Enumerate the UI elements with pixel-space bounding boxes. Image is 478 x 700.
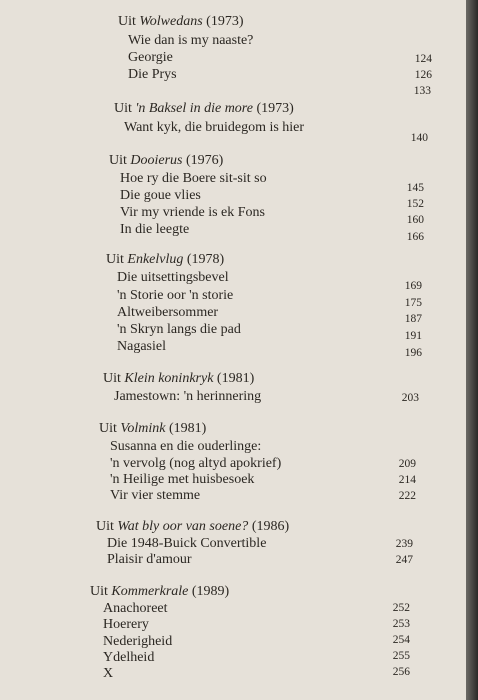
- toc-entry: Wie dan is my naaste?: [128, 33, 254, 48]
- toc-entry: Susanna en die ouderlinge:: [110, 439, 262, 454]
- section-heading: Uit Enkelvlug (1978): [106, 252, 225, 267]
- section-heading: Uit Wolwedans (1973): [118, 14, 244, 29]
- page-number: 187: [404, 313, 422, 325]
- page-number: 145: [406, 182, 424, 194]
- page-number: 196: [404, 347, 422, 359]
- toc-entry: Altweibersommer: [117, 305, 219, 320]
- page-number: 254: [392, 634, 410, 646]
- toc-entry: Want kyk, die bruidegom is hier: [124, 120, 305, 135]
- page-number: 191: [404, 330, 422, 342]
- toc-entry: Ydelheid: [103, 650, 155, 665]
- toc-entry: Georgie: [128, 50, 173, 65]
- page-number: 169: [404, 280, 422, 292]
- toc-entry: Jamestown: 'n herinnering: [114, 389, 262, 404]
- toc-entry: Die 1948-Buick Convertible: [107, 536, 267, 551]
- page-number: 175: [404, 297, 422, 309]
- page-edge-shadow: [466, 0, 478, 700]
- toc-entry: Vir my vriende is ek Fons: [120, 205, 265, 220]
- page-number: 152: [406, 198, 424, 210]
- section-heading: Uit 'n Baksel in die more (1973): [114, 101, 294, 116]
- page-number: 209: [398, 458, 416, 470]
- toc-entry: Hoe ry die Boere sit-sit so: [120, 171, 267, 186]
- section-heading: Uit Wat bly oor van soene? (1986): [96, 519, 290, 534]
- page-number: 126: [414, 69, 432, 81]
- page-number: 214: [398, 474, 416, 486]
- toc-entry: 'n Storie oor 'n storie: [117, 288, 234, 303]
- page-number: 255: [392, 650, 410, 662]
- section-heading: Uit Dooierus (1976): [109, 153, 224, 168]
- toc-entry: Vir vier stemme: [110, 488, 201, 503]
- page-number: 253: [392, 618, 410, 630]
- page-number: 239: [395, 538, 413, 550]
- toc-entry: 'n Heilige met huisbesoek: [110, 472, 255, 487]
- section-heading: Uit Volmink (1981): [99, 421, 207, 436]
- page-number: 124: [414, 53, 432, 65]
- page-number: 222: [398, 490, 416, 502]
- toc-entry: Nagasiel: [117, 339, 166, 354]
- toc-entry: Hoerery: [103, 617, 149, 632]
- page-number: 203: [401, 392, 419, 404]
- page-number: 160: [406, 214, 424, 226]
- page-number: 256: [392, 666, 410, 678]
- page-number: 140: [410, 132, 428, 144]
- toc-entry: 'n vervolg (nog altyd apokrief): [110, 456, 282, 471]
- page-number: 252: [392, 602, 410, 614]
- toc-entry: X: [103, 666, 114, 681]
- page-number: 247: [395, 554, 413, 566]
- page-number: 166: [406, 231, 424, 243]
- section-heading: Uit Kommerkrale (1989): [90, 584, 230, 599]
- section-heading: Uit Klein koninkryk (1981): [103, 371, 255, 386]
- toc-entry: Die uitsettingsbevel: [117, 270, 229, 285]
- toc-entry: Anachoreet: [103, 601, 168, 616]
- toc-entry: 'n Skryn langs die pad: [117, 322, 241, 337]
- toc-entry: Die Prys: [128, 67, 177, 82]
- toc-entry: Plaisir d'amour: [107, 552, 192, 567]
- toc-entry: Die goue vlies: [120, 188, 201, 203]
- toc-entry: In die leegte: [120, 222, 190, 237]
- toc-entry: Nederigheid: [103, 634, 173, 649]
- page-number: 133: [413, 85, 431, 97]
